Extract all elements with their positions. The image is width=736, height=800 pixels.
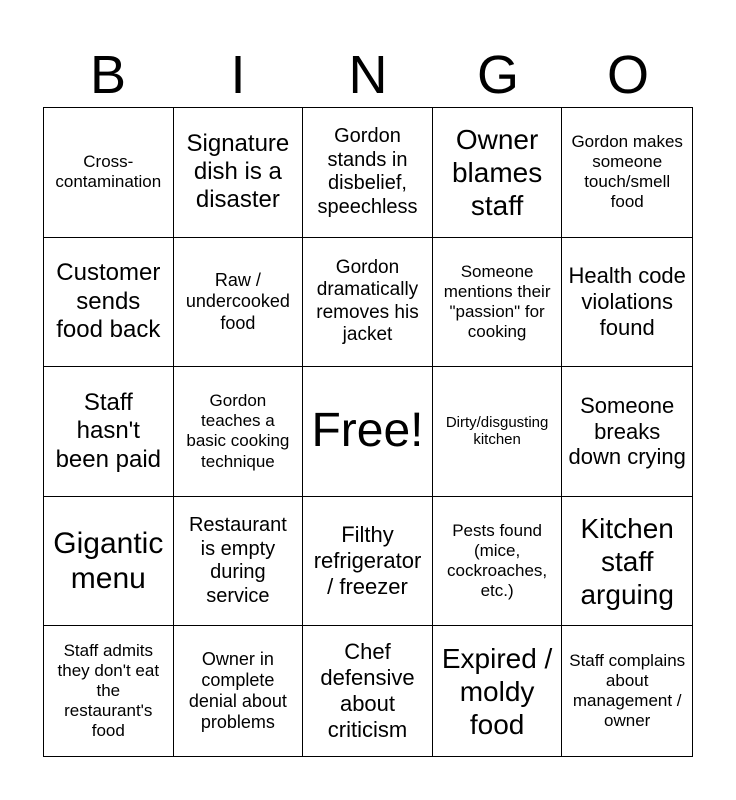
- bingo-cell[interactable]: Gordon teaches a basic cooking technique: [174, 367, 304, 497]
- free-cell[interactable]: Free!: [303, 367, 433, 497]
- bingo-cell[interactable]: Gordon dramatically removes his jacket: [303, 238, 433, 368]
- bingo-cell[interactable]: Cross-contamination: [44, 108, 174, 238]
- bingo-cell[interactable]: Owner blames staff: [433, 108, 563, 238]
- bingo-cell[interactable]: Someone mentions their "passion" for cooking: [433, 238, 563, 368]
- header-letter-o: O: [606, 45, 649, 105]
- header-letter-i: I: [230, 45, 246, 105]
- bingo-cell[interactable]: Pests found (mice, cockroaches, etc.): [433, 497, 563, 627]
- bingo-cell[interactable]: Staff complains about management / owner: [569, 651, 686, 731]
- bingo-cell[interactable]: Staff hasn't been paid: [44, 367, 174, 497]
- bingo-cell[interactable]: Health code violations found: [562, 238, 692, 368]
- bingo-cell[interactable]: Customer sends food back: [44, 238, 174, 368]
- bingo-cell[interactable]: Staff admits they don't eat the restaurant's food: [44, 626, 174, 756]
- bingo-cell[interactable]: Restaurant is empty during service: [174, 497, 304, 627]
- bingo-cell[interactable]: Signature dish is a disaster: [174, 108, 304, 238]
- bingo-cell[interactable]: Kitchen staff arguing: [562, 497, 692, 627]
- bingo-cell[interactable]: Someone breaks down crying: [562, 367, 692, 497]
- bingo-cell[interactable]: Expired / moldy food: [433, 626, 563, 756]
- bingo-board: [43, 107, 693, 757]
- bingo-cell[interactable]: Raw / undercooked food: [174, 238, 304, 368]
- bingo-cell[interactable]: Gordon stands in disbelief, speechless: [303, 108, 433, 238]
- bingo-cell[interactable]: Filthy refrigerator / freezer: [303, 497, 433, 627]
- bingo-cell[interactable]: Owner in complete denial about problems: [174, 626, 304, 756]
- bingo-header: [43, 44, 693, 106]
- bingo-cell[interactable]: Gordon makes someone touch/smell food: [562, 108, 692, 238]
- header-letter-n: N: [348, 45, 388, 105]
- bingo-cell[interactable]: Dirty/disgusting kitchen: [433, 367, 563, 497]
- bingo-cell[interactable]: Gigantic menu: [44, 497, 174, 627]
- header-letter-g: G: [476, 45, 519, 105]
- header-letter-b: B: [89, 45, 127, 105]
- bingo-cell[interactable]: Chef defensive about criticism: [303, 626, 433, 756]
